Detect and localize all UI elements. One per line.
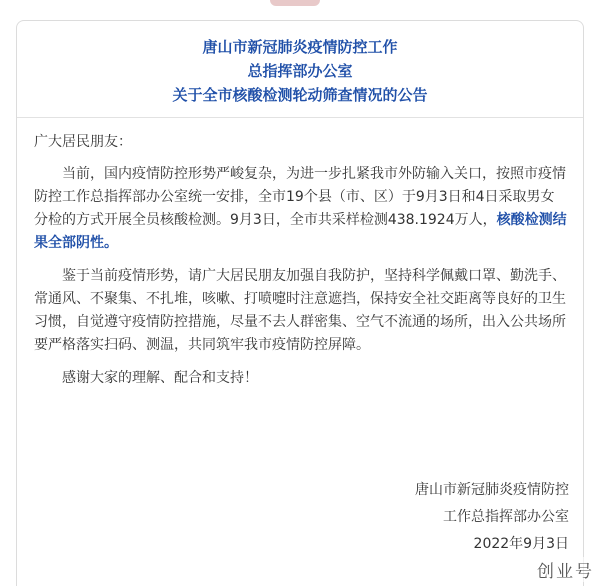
signature-org-line-1: 唐山市新冠肺炎疫情防控 [415, 482, 569, 498]
title-line-2: 总指挥部办公室 [247, 62, 353, 80]
notice-title [17, 35, 583, 107]
title-divider [17, 117, 583, 118]
negative-result-highlight: 核酸检测结果全部阴性。 [34, 212, 567, 251]
title-line-3: 关于全市核酸检测轮动筛查情况的公告 [172, 86, 428, 104]
notice-body [34, 131, 568, 400]
paragraph-testing-text: 当前，国内疫情防控形势严峻复杂，为进一步扎紧我市外防输入关口，按照市疫情防控工作总指挥部办公室统一安排，全市19个县（市、区）于9月3日和4日采取男女分检的方式开展全员核酸检测。9月3日，全市共采样检测438.1924万人， [34, 166, 566, 228]
paragraph-testing-results [34, 163, 568, 255]
signature-date: 2022年9月3日 [473, 536, 569, 552]
top-ornament [270, 0, 320, 6]
greeting: 广大居民朋友： [34, 134, 132, 150]
signature-org-line-2: 工作总指挥部办公室 [443, 509, 569, 525]
notice-card [16, 20, 584, 586]
paragraph-thanks: 感谢大家的理解、配合和支持！ [62, 370, 258, 386]
watermark: 创业号 [537, 557, 594, 582]
signature-block [415, 477, 569, 558]
paragraph-prevention-advice: 鉴于当前疫情形势，请广大居民朋友加强自我防护，坚持科学佩戴口罩、勤洗手、常通风、不聚集、不扎堆，咳嗽、打喷嚏时注意遮挡，保持安全社交距离等良好的卫生习惯，自觉遵守疫情防控措施，尽量不去人群密集、空气不流通的场所，出入公共场所要严格落实扫码、测温，共同筑牢我市疫情防控屏障。 [34, 268, 566, 353]
title-line-1: 唐山市新冠肺炎疫情防控工作 [202, 38, 398, 56]
